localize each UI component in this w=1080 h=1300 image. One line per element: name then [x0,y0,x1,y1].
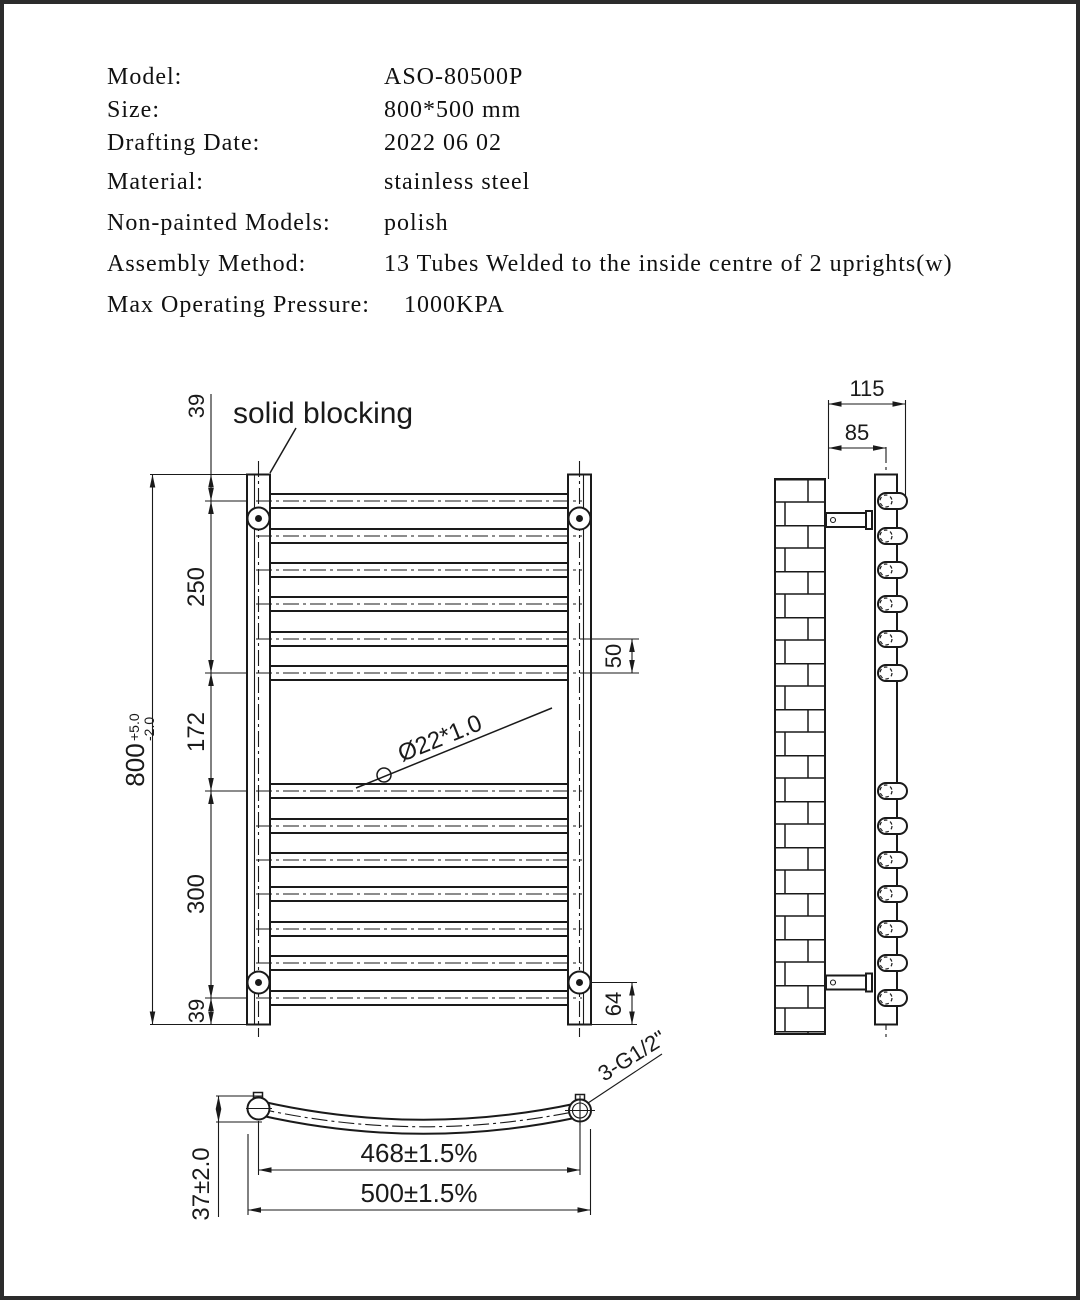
side-upright [875,475,897,1025]
bottom-view [188,1025,670,1220]
dim-bottom-offset: 39 [184,998,209,1024]
plan-fitting-callout [588,1025,670,1103]
spec-value-pressure: 1000KPA [404,292,505,318]
spec-label-model: Model: [107,64,183,90]
fitting-label: 3-G1/2" [593,1025,671,1087]
dim-middle-gap: 172 [183,711,210,753]
dim-bow-depth: 37±2.0 [188,1147,215,1221]
svg-text:800: 800 [120,743,150,787]
dim-fixing-centres: 468±1.5% [360,1138,478,1168]
svg-text:+5.0: +5.0 [126,713,142,741]
spec-label-assembly: Assembly Method: [107,251,307,277]
spec-label-pressure: Max Operating Pressure: [107,292,370,318]
spec-value-size: 800*500 mm [384,97,522,123]
dim-top-offset: 39 [184,393,209,419]
spec-label-date: Drafting Date: [107,130,261,156]
side-brackets [826,511,872,992]
technical-drawing [4,4,1076,1296]
solid-blocking-leader [270,428,296,473]
side-view [775,376,907,1039]
dim-overall-depth: 115 [849,376,885,401]
dim-bracket-bottom: 64 [601,991,626,1017]
plan-right-upright [565,1095,595,1126]
dim-wall-to-centre: 85 [844,420,870,445]
wall-section [775,479,825,1034]
plan-left-upright [246,1093,272,1120]
front-view [120,394,639,1037]
solid-blocking-label: solid blocking [233,397,414,430]
plan-curved-tube [259,1102,581,1134]
dim-overall-height [120,713,157,787]
spec-value-date: 2022 06 02 [384,130,502,156]
spec-label-material: Material: [107,169,204,195]
spec-value-model: ASO-80500P [384,64,524,90]
front-annotations [233,397,552,788]
spec-value-assembly: 13 Tubes Welded to the inside centre of 2 uprights(w) [384,251,953,277]
dim-upper-group: 250 [183,566,210,608]
spec-value-finish: polish [384,210,449,236]
svg-text:-2.0: -2.0 [141,716,157,741]
front-dimensions-left [120,394,247,1025]
front-dimensions-right [592,639,637,1025]
dim-overall-width: 500±1.5% [360,1178,478,1208]
spec-value-material: stainless steel [384,169,531,195]
spec-label-size: Size: [107,97,160,123]
spec-label-finish: Non-painted Models: [107,210,331,236]
dim-tube-pitch: 50 [601,643,626,669]
dim-lower-group: 300 [183,873,210,915]
tube-spec-label: Ø22*1.0 [394,709,486,768]
